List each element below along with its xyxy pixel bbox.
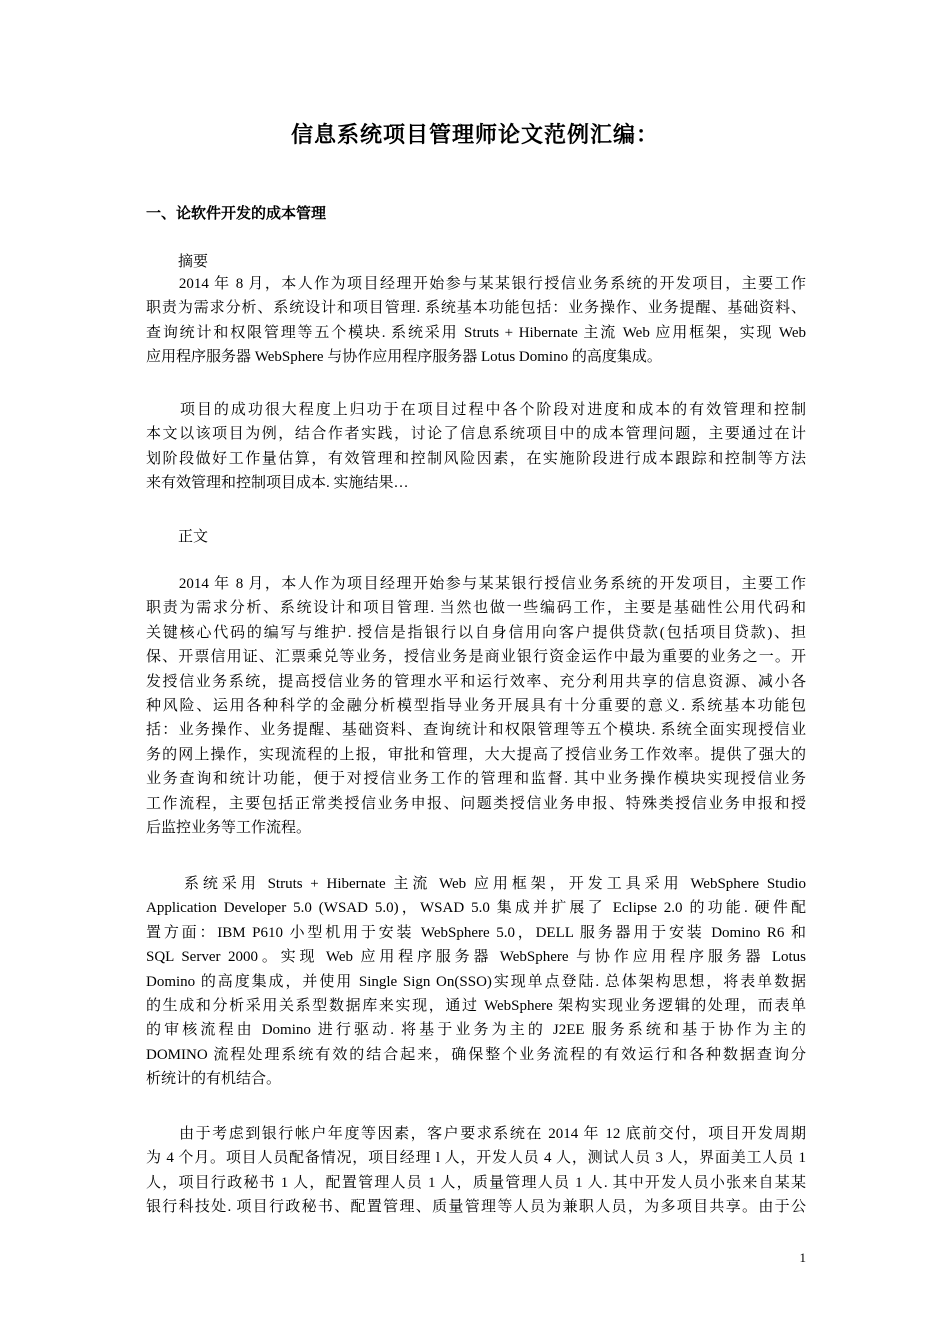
text-line: 银行科技处. 项目行政秘书、配置管理、质量管理等人员为兼职人员，为多项目共享。由于公 — [146, 1199, 806, 1216]
text-line: 划阶段做好工作量估算，有效管理和控制风险因素，在实施阶段进行成本跟踪和控制等方法 — [146, 450, 806, 467]
text-line: 业务查询和统计功能，便于对授信业务工作的管理和监督. 其中业务操作模块实现授信业务 — [146, 771, 806, 788]
text-line: 2014 年 8 月，本人作为项目经理开始参与某某银行授信业务系统的开发项目，主要工作 — [146, 276, 806, 292]
text-line: 查询统计和权限管理等五个模块. 系统采用 Struts + Hibernate 主流 Web 应用框架，实现 Web — [146, 324, 806, 341]
body-paragraph-3 — [146, 1122, 806, 1220]
abstract-paragraph-1 — [146, 272, 806, 370]
text-line: DOMINO 流程处理系统有效的结合起来，确保整个业务流程的有效运行和各种数据查询分 — [146, 1046, 806, 1063]
text-line: 应用程序服务器 WebSphere 与协作应用程序服务器 Lotus Domino 的高度集成。 — [146, 349, 662, 366]
text-line: 为 4 个月。项目人员配备情况，项目经理 l 人，开发人员 4 人，测试人员 3 人，界面美工人员 1 — [146, 1150, 806, 1167]
text-line: 关键核心代码的编写与维护. 授信是指银行以自身信用向客户提供贷款(包括项目贷款)、担 — [146, 624, 806, 641]
text-line: Application Developer 5.0 (WSAD 5.0)，WSAD 5.0 集成并扩展了 Eclipse 2.0 的功能. 硬件配 — [146, 900, 806, 917]
text-line: 的生成和分析采用关系型数据库来实现，通过 WebSphere 架构实现业务逻辑的处理，而表单 — [146, 998, 806, 1015]
document-title: 信息系统项目管理师论文范例汇编： — [290, 122, 659, 147]
text-line: 项目的成功很大程度上归功于在项目过程中各个阶段对进度和成本的有效管理和控制 — [146, 402, 806, 418]
text-line: 析统计的有机结合。 — [146, 1071, 282, 1088]
text-line: 置方面：IBM P610 小型机用于安装 WebSphere 5.0，DELL 服务器用于安装 Domino R6 和 — [146, 924, 806, 941]
page-number: 1 — [799, 1250, 806, 1265]
text-line: 由于考虑到银行帐户年度等因素，客户要求系统在 2014 年 12 底前交付，项目开发周期 — [146, 1126, 806, 1142]
text-line: 来有效管理和控制项目成本. 实施结果… — [146, 475, 409, 492]
text-line: 人，项目行政秘书 1 人，配置管理人员 1 人，质量管理人员 1 人. 其中开发人员小张来自某某 — [146, 1174, 806, 1191]
text-line: 发授信业务系统，提高授信业务的管理水平和运行效率、充分利用共享的信息资源、减小各 — [146, 673, 806, 690]
text-line: 的审核流程由 Domino 进行驱动. 将基于业务为主的 J2EE 服务系统和基于协作为主的 — [146, 1022, 806, 1039]
abstract-paragraph-2 — [146, 398, 806, 496]
text-line: 本文以该项目为例，结合作者实践，讨论了信息系统项目中的成本管理问题，主要通过在计 — [146, 426, 806, 443]
body-paragraph-1 — [146, 572, 806, 840]
body-label: 正文 — [178, 529, 209, 545]
abstract-label: 摘要 — [178, 254, 209, 270]
text-line: 职责为需求分析、系统设计和项目管理. 系统基本功能包括：业务操作、业务提醒、基础资料、 — [146, 300, 806, 317]
text-line: 2014 年 8 月，本人作为项目经理开始参与某某银行授信业务系统的开发项目，主要工作 — [146, 576, 806, 592]
text-line: Domino 的高度集成，并使用 Single Sign On(SSO)实现单点登陆. 总体架构思想，将表单数据 — [146, 973, 806, 990]
text-line: 务的网上操作，实现流程的上报，审批和管理，大大提高了授信业务工作效率。提供了强大的 — [146, 746, 806, 763]
text-line: 工作流程，主要包括正常类授信业务申报、问题类授信业务申报、特殊类授信业务申报和授 — [146, 795, 806, 812]
text-line: 系统采用 Struts + Hibernate 主流 Web 应用框架，开发工具采用 WebSphere Studio — [146, 876, 806, 892]
text-line: 保、开票信用证、汇票乘兑等业务，授信业务是商业银行资金运作中最为重要的业务之一。开 — [146, 649, 806, 666]
text-line: 括：业务操作、业务提醒、基础资料、查询统计和权限管理等五个模块. 系统全面实现授信业 — [146, 722, 806, 739]
text-line: 后监控业务等工作流程。 — [146, 820, 312, 837]
text-line: 种风险、运用各种科学的金融分析模型指导业务开展具有十分重要的意义. 系统基本功能包 — [146, 698, 806, 715]
body-paragraph-2 — [146, 872, 806, 1092]
text-line: SQL Server 2000。实现 Web 应用程序服务器 WebSphere 与协作应用程序服务器 Lotus — [146, 949, 806, 966]
section-heading: 一、论软件开发的成本管理 — [146, 206, 327, 222]
text-line: 职责为需求分析、系统设计和项目管理. 当然也做一些编码工作，主要是基础性公用代码和 — [146, 600, 806, 617]
